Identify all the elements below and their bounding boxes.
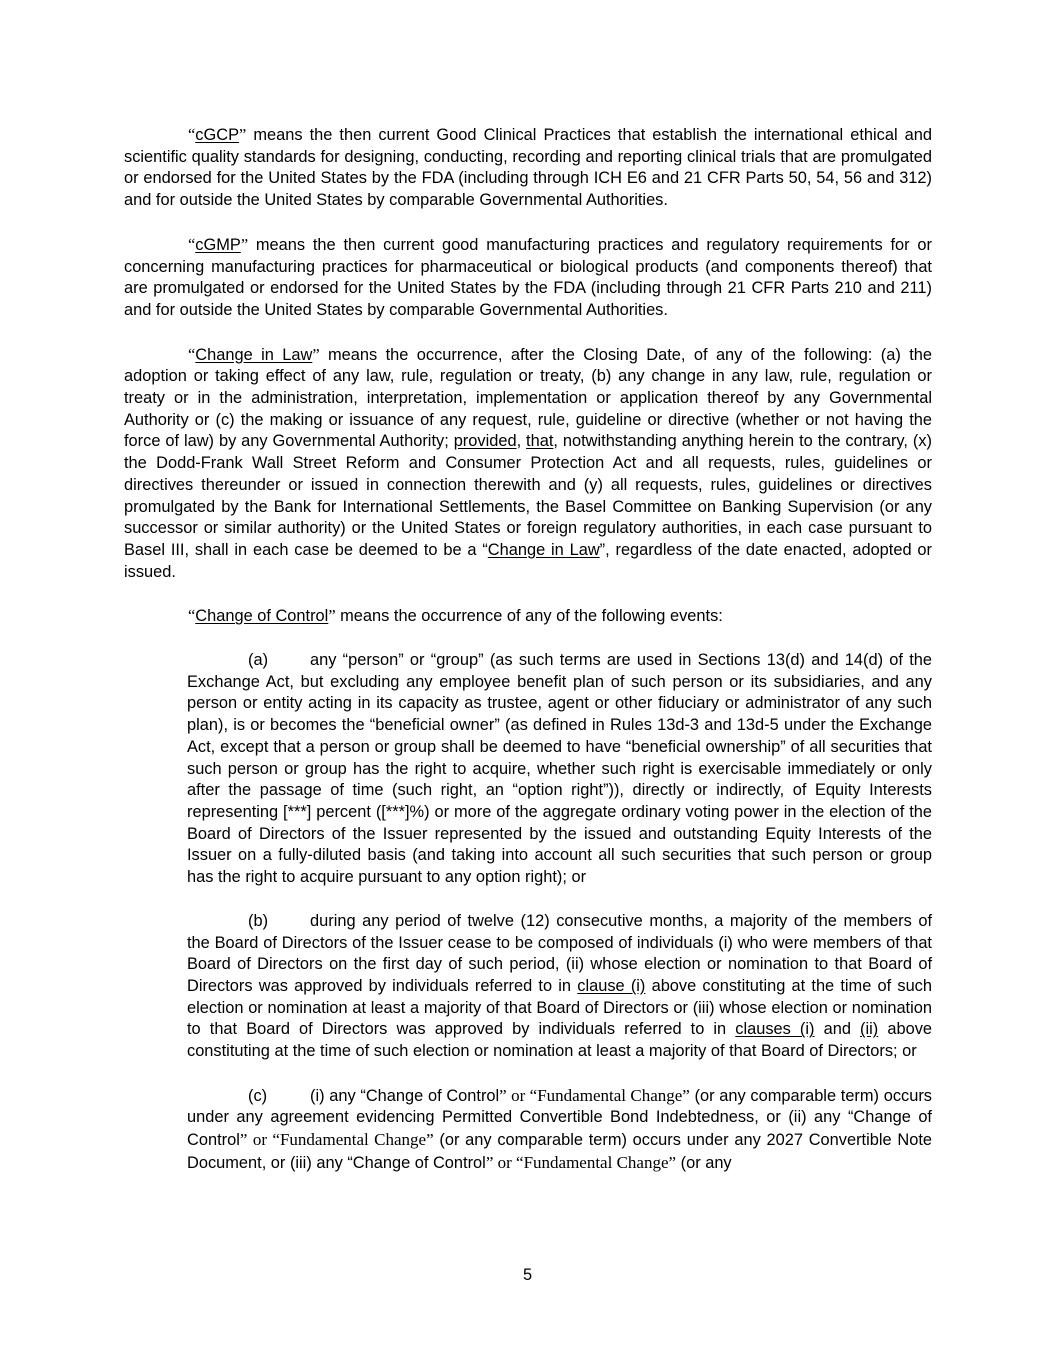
- clause-c: [187, 1085, 932, 1175]
- defined-term: cGCP: [195, 126, 239, 144]
- defined-term: Change of Control: [195, 607, 329, 626]
- clause-label: (a): [248, 651, 269, 670]
- definition-text: means the occurrence of any of the following events:: [335, 607, 723, 626]
- clause-label: (b): [248, 911, 269, 930]
- clause-text: above constituting at the time of such election or nomination at least a majority of that Board of Directors; or: [187, 1020, 933, 1061]
- definition-cgcp: [124, 124, 932, 212]
- definition-change-in-law: [124, 344, 932, 584]
- clause-text: (i) any “Change of Control: [310, 1086, 500, 1105]
- definition-text: , notwithstanding anything herein to the contrary, (x) the Dodd-Frank Wall Street Reform and Consumer Protection Act and all requests, rules, guidelines or directives thereunder or issued in connection therewith and (y) all requests, rules, guidelines or directives promulgated by the Bank for International Settlements, the Basel Committee on Banking Supervision (or any successor or similar authority) or the United States or foreign regulatory authorities, in each case pursuant to Basel III, shall in each case be deemed to be a “: [124, 432, 932, 559]
- clause-text: (or any: [676, 1153, 732, 1172]
- clause-text-serif: ” or “Fundamental Change”: [499, 1085, 690, 1105]
- clause-reference: clauses (i): [735, 1020, 815, 1039]
- open-quote: “: [188, 606, 196, 626]
- close-quote: ”: [312, 344, 320, 364]
- close-quote: ”: [328, 606, 336, 626]
- definition-text: ”, regardless of the date enacted, adopted or issued.: [124, 540, 932, 581]
- close-quote: ”: [239, 125, 247, 144]
- clause-reference: (ii): [860, 1020, 879, 1039]
- defined-term: cGMP: [195, 235, 241, 254]
- clause-text: (or any comparable term) occurs under any 2027 Convertible Note Document, or (iii) any “Change of Control: [187, 1131, 932, 1172]
- clause-text: (or any comparable term) occurs under any agreement evidencing Permitted Convertible Bond Indebtedness, or (ii) any “Change of Control: [187, 1086, 932, 1150]
- proviso-that: that: [526, 432, 554, 451]
- clause-text: and: [814, 1020, 861, 1039]
- clause-b: [187, 911, 932, 1063]
- term-reference: Change in Law: [487, 540, 600, 559]
- clause-reference: clause (i): [577, 976, 646, 995]
- definition-cgmp: [124, 234, 932, 322]
- definition-change-of-control: [124, 605, 932, 628]
- clause-text-serif: ” or “Fundamental Change”: [239, 1130, 434, 1150]
- page-number: 5: [522, 1266, 533, 1284]
- clause-label: (c): [248, 1086, 268, 1105]
- clause-a: [187, 650, 932, 889]
- document-body: [124, 124, 932, 1197]
- definition-text: means the then current Good Clinical Practices that establish the international ethical and scientific quality standards for designing, conducting, recording and reporting clinical trials that are promulgated or endorsed for the United States by the FDA (including through ICH E6 and 21 CFR Parts 50, 54, 56 and 312) and for outside the United States by comparable Governmental Authorities.: [124, 126, 932, 210]
- open-quote: “: [188, 125, 196, 144]
- clause-text: above constituting at the time of such election or nomination at least a majority of that Board of Directors or (iii) whose election or nomination to that Board of Directors was approved by individuals referred to in: [187, 976, 932, 1039]
- open-quote: “: [188, 234, 196, 254]
- clause-text-serif: ” or “Fundamental Change”: [485, 1152, 677, 1172]
- definition-text: means the occurrence, after the Closing Date, of any of the following: (a) the adoption or taking effect of any law, rule, regulation or treaty, (b) any change in any law, rule, regulation or treaty or in the administration, interpretation, implementation or application thereof by any Governmental Authority or (c) the making or issuance of any request, rule, guideline or directive (whether or not having the force of law) by any Governmental Authority;: [124, 345, 932, 451]
- clause-text: during any period of twelve (12) consecutive months, a majority of the members of the Board of Directors of the Issuer cease to be composed of individuals (i) who were members of that Board of Directors on the first day of such period, (ii) whose election or nomination to that Board of Directors was approved by individuals referred to in: [187, 911, 932, 995]
- defined-term: Change in Law: [195, 345, 313, 364]
- open-quote: “: [188, 344, 196, 364]
- close-quote: ”: [240, 234, 249, 254]
- proviso-provided: provided: [453, 432, 517, 451]
- definition-text: means the then current good manufacturing practices and regulatory requirements for or concerning manufacturing practices for pharmaceutical or biological products (and components thereof) that are promulgated or endorsed for the United States by the FDA (including through 21 CFR Parts 210 and 211) and for outside the United States by comparable Governmental Authorities.: [124, 235, 932, 319]
- clause-text: any “person” or “group” (as such terms are used in Sections 13(d) and 14(d) of the Exchange Act, but excluding any employee benefit plan of such person or its subsidiaries, and any person or entity acting in its capacity as trustee, agent or other fiduciary or administrator of any such plan), is or becomes the “beneficial owner” (as defined in Rules 13d-3 and 13d-5 under the Exchange Act, except that a person or group shall be deemed to have “beneficial ownership” of all securities that such person or group has the right to acquire, whether such right is exercisable immediately or only after the passage of time (such right, an “option right”)), directly or indirectly, of Equity Interests representing [***] percent ([***]%) or more of the aggregate ordinary voting power in the election of the Board of Directors of the Issuer represented by the issued and outstanding Equity Interests of the Issuer on a fully-diluted basis (and taking into account all such securities that such person or group has the right to acquire pursuant to any option right); or: [187, 651, 932, 887]
- definition-text: ,: [516, 432, 527, 451]
